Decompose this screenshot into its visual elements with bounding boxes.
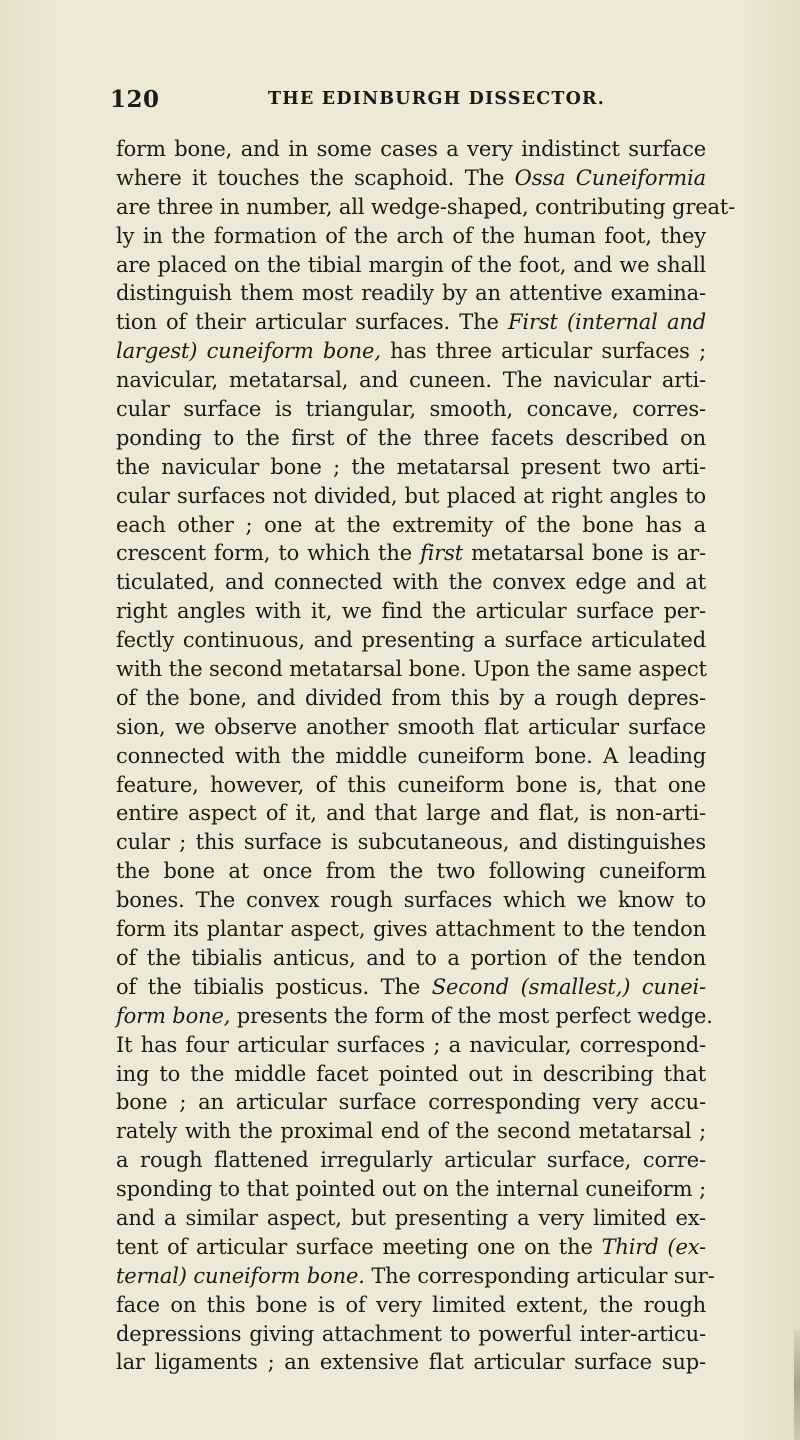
text-run: the navicular bone ; the metatarsal present two arti- [116, 454, 706, 479]
text-run: crescent form, to which the [116, 541, 421, 566]
italic-run: First (internal and [507, 310, 706, 335]
text-run: metatarsal bone is ar- [463, 541, 706, 566]
text-run: sion, we observe another smooth flat articular surface [116, 714, 706, 739]
text-line [116, 857, 706, 886]
page-number: 120 [110, 86, 160, 113]
text-line [116, 222, 706, 251]
text-run: cular surfaces not divided, but placed at right angles to [116, 483, 706, 508]
text-run: ponding to the first of the three facets described on [116, 425, 706, 450]
text-line [116, 1088, 706, 1117]
italic-run: first [420, 541, 464, 566]
text-line [116, 135, 706, 164]
text-line [116, 568, 706, 597]
text-run: distinguish them most readily by an attentive examina- [116, 281, 706, 306]
text-line [116, 1291, 706, 1320]
text-line [116, 482, 706, 511]
text-run: navicular, metatarsal, and cuneen. The navicular arti- [116, 368, 706, 393]
italic-run: largest) cuneiform bone, [116, 339, 381, 364]
text-line [116, 655, 706, 684]
text-line [116, 684, 706, 713]
text-run: sponding to that pointed out on the internal cuneiform ; [116, 1177, 706, 1202]
text-line [116, 828, 706, 857]
text-run: lar ligaments ; an extensive flat articular surface sup- [116, 1350, 706, 1375]
text-line [116, 193, 736, 222]
italic-run: ternal) cuneiform bone. [116, 1263, 365, 1288]
text-line [116, 713, 706, 742]
text-run: connected with the middle cuneiform bone. A leading [116, 743, 706, 768]
text-run: feature, however, of this cuneiform bone is, that one [116, 772, 706, 797]
text-line [116, 1117, 706, 1146]
text-run: are three in number, all wedge-shaped, contributing great- [116, 194, 736, 219]
text-line [116, 1348, 706, 1377]
text-line [116, 886, 706, 915]
text-line [116, 1060, 706, 1089]
text-run: bone ; an articular surface corresponding very accu- [116, 1090, 706, 1115]
text-line [116, 1320, 706, 1349]
text-run: ticulated, and connected with the convex edge and at [116, 570, 706, 595]
text-run: depressions giving attachment to powerful inter-articu- [116, 1321, 706, 1346]
text-line [116, 597, 706, 626]
text-line [116, 1204, 706, 1233]
text-line [116, 279, 706, 308]
text-line [116, 1031, 706, 1060]
text-line [116, 1175, 706, 1204]
text-run: each other ; one at the extremity of the bone has a [116, 512, 706, 537]
text-run: entire aspect of it, and that large and flat, is non-arti- [116, 801, 706, 826]
text-run: fectly continuous, and presenting a surface articulated [116, 628, 706, 653]
text-run: are placed on the tibial margin of the foot, and we shall [116, 252, 706, 277]
italic-run: Third (ex- [601, 1234, 706, 1259]
scan-edge-mark [794, 1330, 800, 1440]
text-line [116, 164, 706, 193]
text-line [116, 771, 706, 800]
text-line [116, 366, 706, 395]
text-run: presents the form of the most perfect wedge. [230, 1003, 713, 1028]
text-line [116, 944, 706, 973]
text-run: ing to the middle facet pointed out in describing that [116, 1061, 706, 1086]
text-run: bones. The convex rough surfaces which we know to [116, 888, 706, 913]
text-line [116, 1002, 713, 1031]
text-run: where it touches the scaphoid. The [116, 165, 515, 190]
text-line [116, 395, 706, 424]
text-line [116, 308, 706, 337]
text-line [116, 915, 706, 944]
text-run: and a similar aspect, but presenting a very limited ex- [116, 1205, 706, 1230]
text-run: form its plantar aspect, gives attachment to the tendon [116, 917, 706, 942]
running-title: THE EDINBURGH DISSECTOR. [268, 89, 606, 109]
text-run: cular surface is triangular, smooth, concave, corres- [116, 397, 706, 422]
text-line [116, 799, 706, 828]
text-run: ly in the formation of the arch of the human foot, they [116, 223, 706, 248]
text-run: right angles with it, we find the articular surface per- [116, 599, 706, 624]
text-run: of the tibialis posticus. The [116, 974, 432, 999]
text-line [116, 539, 706, 568]
text-line [116, 1146, 706, 1175]
text-run: the bone at once from the two following cuneiform [116, 859, 706, 884]
text-run: face on this bone is of very limited extent, the rough [116, 1292, 706, 1317]
text-run: rately with the proximal end of the second metatarsal ; [116, 1119, 706, 1144]
text-run: with the second metatarsal bone. Upon the same aspect [116, 657, 707, 682]
text-line [116, 1262, 715, 1291]
body-text [116, 135, 736, 1377]
italic-run: form bone, [116, 1003, 231, 1028]
text-run: tion of their articular surfaces. The [116, 310, 508, 335]
text-run: of the tibialis anticus, and to a portion of the tendon [116, 945, 706, 970]
text-line [116, 251, 706, 280]
text-run: The corresponding articular sur- [364, 1263, 715, 1288]
text-line [116, 511, 706, 540]
text-line [116, 973, 706, 1002]
page-header [110, 86, 690, 116]
text-run: has three articular surfaces ; [380, 339, 706, 364]
text-line [116, 337, 706, 366]
text-run: a rough flattened irregularly articular surface, corre- [116, 1148, 706, 1173]
italic-run: Second (smallest,) cunei- [431, 974, 706, 999]
text-run: It has four articular surfaces ; a navicular, correspond- [116, 1032, 706, 1057]
text-line [116, 742, 706, 771]
text-run: tent of articular surface meeting one on the [116, 1234, 602, 1259]
text-line [116, 626, 706, 655]
text-line [116, 453, 706, 482]
text-run: of the bone, and divided from this by a rough depres- [116, 685, 706, 710]
text-line [116, 1233, 706, 1262]
italic-run: Ossa Cuneiformia [514, 165, 706, 190]
text-run: cular ; this surface is subcutaneous, and distinguishes [116, 830, 706, 855]
text-line [116, 424, 706, 453]
text-run: form bone, and in some cases a very indistinct surface [116, 137, 706, 161]
